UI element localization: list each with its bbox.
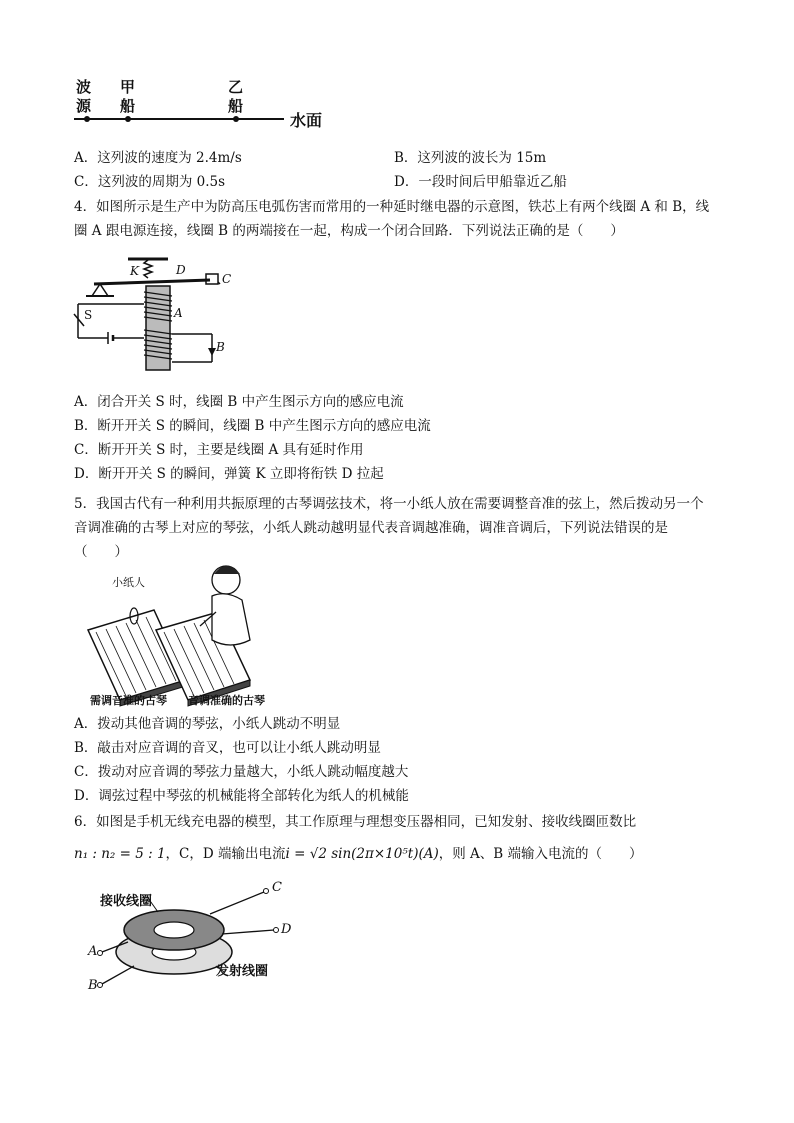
relay-label-b: B [216,340,225,354]
relay-label-c: C [222,272,232,286]
boat-b-label-2: 船 [228,97,244,115]
q5-stem-line-3: （ ） [74,544,128,560]
q4-option-a[interactable]: A．闭合开关 S 时，线圈 B 中产生图示方向的感应电流 [74,394,404,410]
q4-option-c[interactable]: C．断开开关 S 时，主要是线圈 A 具有延时作用 [74,442,364,458]
relay-label-a: A [174,306,183,320]
q5-stem-line-2: 音调准确的古琴上对应的琴弦，小纸人跳动越明显代表音调越准确，调准音调后，下列说法错误的是 [74,520,668,536]
wave-figure [70,72,340,134]
terminal-d-label: D [281,922,292,937]
paper-man-label: 小纸人 [112,576,145,589]
q4-option-b[interactable]: B．断开开关 S 的瞬间，线圈 B 中产生图示方向的感应电流 [74,418,431,434]
wave-source-label-2: 源 [76,97,92,115]
q6-turns-ratio: n₁ : n₂ = 5 : 1 [74,846,166,862]
wave-source-label-1: 波 [76,78,92,96]
guqin-figure [78,562,268,710]
relay-label-k: K [130,264,139,278]
relay-label-d: D [176,263,186,277]
q3-option-a[interactable]: A．这列波的速度为 2.4m/s [74,150,242,166]
boat-a-label-2: 船 [120,97,136,115]
q4-stem-line-2: 圈 A 跟电源连接，线圈 B 的两端接在一起，构成一个闭合回路．下列说法正确的是（ ） [74,223,624,239]
transmit-coil-label: 发射线圈 [216,964,269,979]
relay-figure [70,252,240,374]
q6-stem-line-2 [74,842,724,866]
terminal-c-label: C [272,880,282,895]
guqin-diagram [78,562,268,710]
q6-stem-mid: ，C，D 端输出电流 [165,846,286,862]
relay-label-s: S [84,308,93,322]
guqin-caption-right: 音调准确的古琴 [188,694,265,707]
q4-stem-line-1: 4．如图所示是生产中为防高压电弧伤害而常用的一种延时继电器的示意图，铁芯上有两个线圈 A 和 B，线 [74,199,710,215]
q6-stem-line-1: 6．如图是手机无线充电器的模型，其工作原理与理想变压器相同，已知发射、接收线圈匝数比 [74,814,637,830]
q5-option-b[interactable]: B．敲击对应音调的音叉，也可以让小纸人跳动明显 [74,740,381,756]
q5-stem-line-1: 5．我国古代有一种利用共振原理的古琴调弦技术，将一小纸人放在需要调整音准的弦上，然后拨动另一个 [74,496,704,512]
q5-option-a[interactable]: A．拨动其他音调的琴弦，小纸人跳动不明显 [74,716,341,732]
q3-option-b[interactable]: B．这列波的波长为 15m [394,150,547,166]
terminal-a-label: A [88,944,98,959]
water-surface-label: 水面 [290,111,323,130]
relay-diagram [70,252,240,374]
guqin-caption-left: 需调音准的古琴 [90,694,167,707]
q3-option-d[interactable]: D．一段时间后甲船靠近乙船 [394,174,567,190]
q5-option-d[interactable]: D．调弦过程中琴弦的机械能将全部转化为纸人的机械能 [74,788,409,804]
receive-coil-label: 接收线圈 [100,894,153,909]
charger-figure [88,880,308,996]
boat-b-label-1: 乙 [228,78,244,96]
wave-source-dot [84,116,90,122]
boat-a-dot [125,116,131,122]
q5-option-c[interactable]: C．拨动对应音调的琴弦力量越大，小纸人跳动幅度越大 [74,764,409,780]
boat-b-dot [233,116,239,122]
q3-option-c[interactable]: C．这列波的周期为 0.5s [74,174,226,190]
q6-current-formula: i = √2 sin(2π×10⁵t)(A) [285,846,439,862]
boat-a-label-1: 甲 [120,78,136,96]
q4-option-d[interactable]: D．断开开关 S 的瞬间，弹簧 K 立即将衔铁 D 拉起 [74,466,384,482]
terminal-b-label: B [88,978,98,993]
q6-stem-tail: ，则 A、B 端输入电流的（ ） [438,846,643,862]
